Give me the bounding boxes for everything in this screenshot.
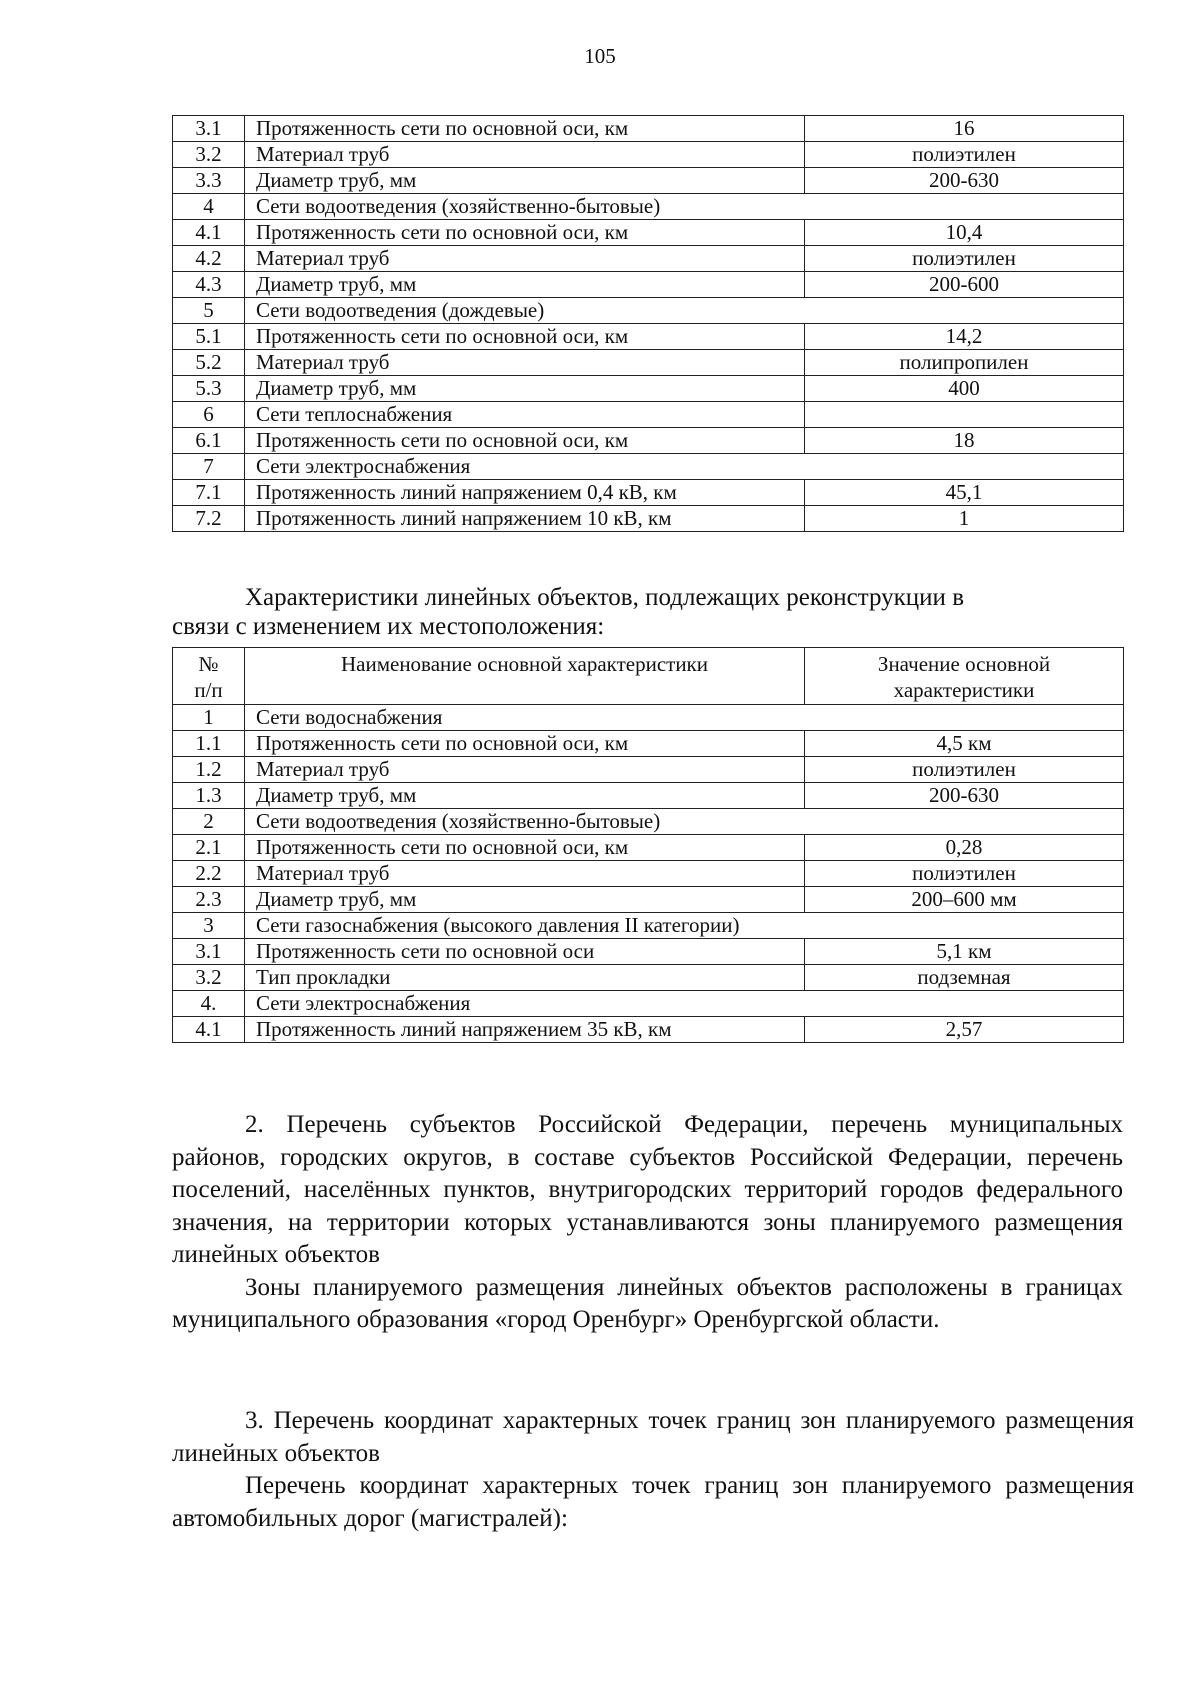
row-number: 1.2 bbox=[173, 757, 245, 783]
header-value: Значение основной характеристики bbox=[805, 648, 1124, 705]
row-value: полиэтилен bbox=[805, 142, 1124, 168]
table-row bbox=[173, 506, 1124, 532]
row-name: Сети теплоснабжения bbox=[245, 402, 805, 428]
row-value: 200-630 bbox=[805, 168, 1124, 194]
row-value: полиэтилен bbox=[805, 246, 1124, 272]
section-2 bbox=[172, 1109, 1123, 1337]
row-value: 10,4 bbox=[805, 220, 1124, 246]
table-row bbox=[173, 168, 1124, 194]
row-number: 2.2 bbox=[173, 861, 245, 887]
row-number: 3.1 bbox=[173, 116, 245, 142]
row-name: Сети водоснабжения bbox=[245, 705, 1124, 731]
row-value: 1 bbox=[805, 506, 1124, 532]
row-name: Диаметр труб, мм bbox=[245, 272, 805, 298]
row-value: 0,28 bbox=[805, 835, 1124, 861]
table-row bbox=[173, 272, 1124, 298]
table-row bbox=[173, 965, 1124, 991]
row-value: полипропилен bbox=[805, 350, 1124, 376]
row-name: Протяженность линий напряжением 10 кВ, км bbox=[245, 506, 805, 532]
row-number: 4. bbox=[173, 991, 245, 1017]
table-caption bbox=[172, 583, 1123, 641]
row-value: подземная bbox=[805, 965, 1124, 991]
row-name: Материал труб bbox=[245, 142, 805, 168]
row-name: Сети водоотведения (хозяйственно-бытовые) bbox=[245, 809, 1124, 835]
row-number: 1 bbox=[173, 705, 245, 731]
row-value: 4,5 км bbox=[805, 731, 1124, 757]
row-name: Материал труб bbox=[245, 861, 805, 887]
table-row bbox=[173, 324, 1124, 350]
row-name: Диаметр труб, мм bbox=[245, 376, 805, 402]
table-row bbox=[173, 757, 1124, 783]
row-value: 200-630 bbox=[805, 783, 1124, 809]
row-number: 2.3 bbox=[173, 887, 245, 913]
row-value bbox=[805, 402, 1124, 428]
table-row bbox=[173, 887, 1124, 913]
row-name: Сети электроснабжения bbox=[245, 454, 1124, 480]
caption-line-1: Характеристики линейных объектов, подлежащих реконструкции в bbox=[245, 584, 964, 611]
row-number: 1.1 bbox=[173, 731, 245, 757]
row-number: 5.1 bbox=[173, 324, 245, 350]
row-number: 3.1 bbox=[173, 939, 245, 965]
table-row bbox=[173, 454, 1124, 480]
row-number: 5.2 bbox=[173, 350, 245, 376]
table-row bbox=[173, 991, 1124, 1017]
table-row bbox=[173, 1017, 1124, 1043]
table-row bbox=[173, 913, 1124, 939]
table-row bbox=[173, 298, 1124, 324]
row-name: Протяженность сети по основной оси, км bbox=[245, 428, 805, 454]
table-row bbox=[173, 220, 1124, 246]
row-number: 4.1 bbox=[173, 220, 245, 246]
row-name: Сети электроснабжения bbox=[245, 991, 1124, 1017]
row-value: 5,1 км bbox=[805, 939, 1124, 965]
section-3-body: Перечень координат характерных точек границ зон планируемого размещения автомобильных дорог (магистралей): bbox=[172, 1472, 1134, 1532]
row-number: 5.3 bbox=[173, 376, 245, 402]
caption-line-2: связи с изменением их местоположения: bbox=[172, 613, 605, 640]
table-row bbox=[173, 428, 1124, 454]
row-number: 4.3 bbox=[173, 272, 245, 298]
row-name: Протяженность сети по основной оси, км bbox=[245, 220, 805, 246]
table-header-row bbox=[173, 648, 1124, 705]
row-value: 200–600 мм bbox=[805, 887, 1124, 913]
row-value: 45,1 bbox=[805, 480, 1124, 506]
section-3 bbox=[172, 1405, 1134, 1535]
row-name: Материал труб bbox=[245, 757, 805, 783]
row-value: 200-600 bbox=[805, 272, 1124, 298]
table-row bbox=[173, 705, 1124, 731]
row-name: Протяженность сети по основной оси, км bbox=[245, 116, 805, 142]
row-number: 5 bbox=[173, 298, 245, 324]
row-value: 18 bbox=[805, 428, 1124, 454]
table-row bbox=[173, 480, 1124, 506]
row-name: Сети газоснабжения (высокого давления II категории) bbox=[245, 913, 1124, 939]
row-number: 2 bbox=[173, 809, 245, 835]
row-name: Протяженность линий напряжением 0,4 кВ, км bbox=[245, 480, 805, 506]
page-number: 105 bbox=[584, 44, 616, 68]
row-number: 4.2 bbox=[173, 246, 245, 272]
table-row bbox=[173, 402, 1124, 428]
row-number: 3 bbox=[173, 913, 245, 939]
row-name: Сети водоотведения (хозяйственно-бытовые) bbox=[245, 194, 1124, 220]
row-name: Материал труб bbox=[245, 350, 805, 376]
table-row bbox=[173, 861, 1124, 887]
row-number: 7 bbox=[173, 454, 245, 480]
row-number: 7.2 bbox=[173, 506, 245, 532]
row-number: 3.2 bbox=[173, 142, 245, 168]
reconstruction-characteristics-table bbox=[172, 647, 1124, 1043]
row-number: 7.1 bbox=[173, 480, 245, 506]
row-name: Материал труб bbox=[245, 246, 805, 272]
row-number: 6.1 bbox=[173, 428, 245, 454]
row-number: 4.1 bbox=[173, 1017, 245, 1043]
table-row bbox=[173, 116, 1124, 142]
section-2-heading: 2. Перечень субъектов Российской Федерации, перечень муниципальных районов, городских округов, в составе субъектов Российской Федерации, перечень поселений, населённых пунктов, внутригородских территорий городов федерального значения, на территории которых устанавливаются зоны планируемого размещения линейных объектов bbox=[172, 1111, 1123, 1268]
row-name: Протяженность сети по основной оси, км bbox=[245, 324, 805, 350]
row-value: полиэтилен bbox=[805, 861, 1124, 887]
row-name: Диаметр труб, мм bbox=[245, 783, 805, 809]
row-name: Диаметр труб, мм bbox=[245, 887, 805, 913]
table-row bbox=[173, 142, 1124, 168]
row-name: Тип прокладки bbox=[245, 965, 805, 991]
row-value: 400 bbox=[805, 376, 1124, 402]
row-number: 4 bbox=[173, 194, 245, 220]
table-row bbox=[173, 835, 1124, 861]
row-number: 3.3 bbox=[173, 168, 245, 194]
table-row bbox=[173, 783, 1124, 809]
table-row bbox=[173, 731, 1124, 757]
row-value: 14,2 bbox=[805, 324, 1124, 350]
header-number: № п/п bbox=[173, 648, 245, 705]
row-value: 2,57 bbox=[805, 1017, 1124, 1043]
table-row bbox=[173, 939, 1124, 965]
row-name: Протяженность линий напряжением 35 кВ, км bbox=[245, 1017, 805, 1043]
table-row bbox=[173, 350, 1124, 376]
table-row bbox=[173, 376, 1124, 402]
row-value: полиэтилен bbox=[805, 757, 1124, 783]
header-name: Наименование основной характеристики bbox=[245, 648, 805, 705]
table-row bbox=[173, 809, 1124, 835]
row-name: Протяженность сети по основной оси bbox=[245, 939, 805, 965]
row-name: Протяженность сети по основной оси, км bbox=[245, 835, 805, 861]
row-number: 3.2 bbox=[173, 965, 245, 991]
section-3-heading: 3. Перечень координат характерных точек границ зон планируемого размещения линейных объектов bbox=[172, 1407, 1134, 1467]
row-name: Диаметр труб, мм bbox=[245, 168, 805, 194]
characteristics-table-continued bbox=[172, 115, 1124, 532]
table-row bbox=[173, 246, 1124, 272]
row-number: 6 bbox=[173, 402, 245, 428]
row-name: Сети водоотведения (дождевые) bbox=[245, 298, 1124, 324]
section-2-body: Зоны планируемого размещения линейных объектов расположены в границах муниципального образования «город Оренбург» Оренбургской области. bbox=[172, 1273, 1123, 1333]
table-row bbox=[173, 194, 1124, 220]
row-number: 1.3 bbox=[173, 783, 245, 809]
row-name: Протяженность сети по основной оси, км bbox=[245, 731, 805, 757]
row-number: 2.1 bbox=[173, 835, 245, 861]
row-value: 16 bbox=[805, 116, 1124, 142]
